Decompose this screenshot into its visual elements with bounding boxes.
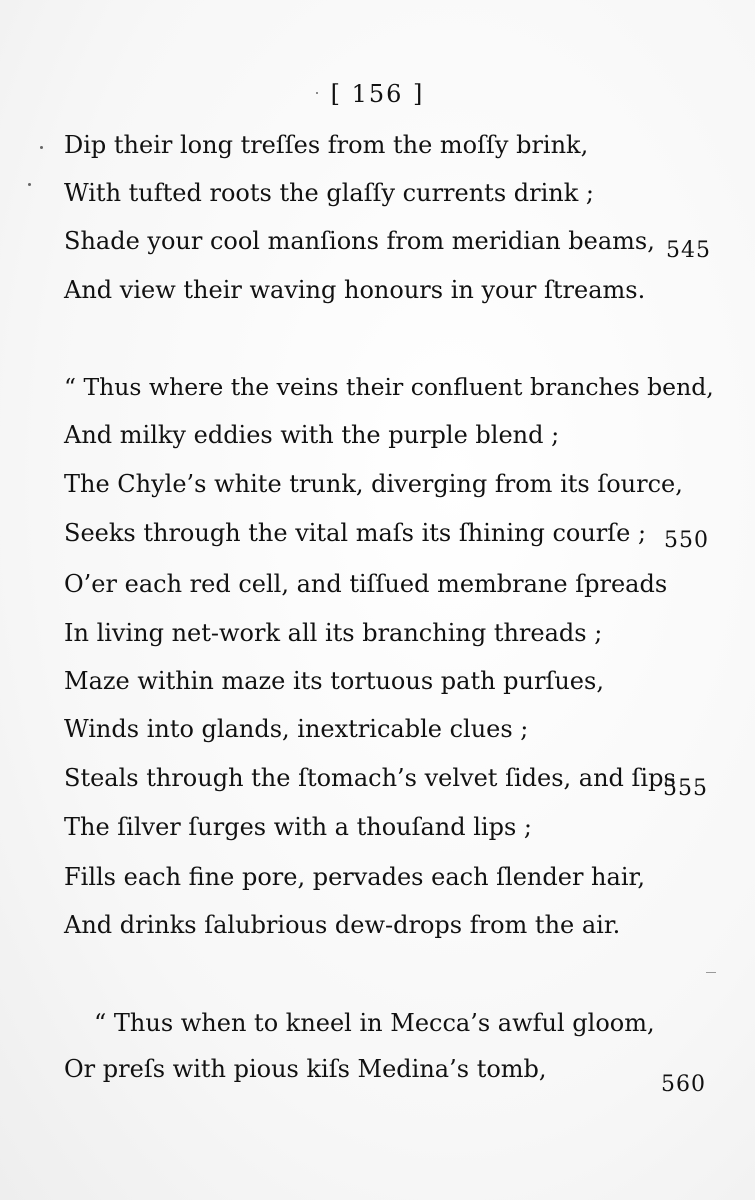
verse-line: In living net-work all its branching threads ; bbox=[64, 619, 603, 647]
verse-line: The Chyle’s white trunk, diverging from its ſource, bbox=[64, 470, 683, 498]
verse-line: Winds into glands, inextricable clues ; bbox=[64, 715, 529, 743]
verse-line: Shade your cool manſions from meridian beams, bbox=[64, 227, 655, 255]
verse-line: Seeks through the vital maſs its ſhining courſe ; bbox=[64, 519, 647, 547]
verse-line: Or preſs with pious kiſs Medina’s tomb, bbox=[64, 1055, 547, 1083]
verse-line: “ Thus when to kneel in Mecca’s awful gloom, bbox=[94, 1009, 655, 1037]
verse-line: The ſilver ſurges with a thouſand lips ; bbox=[64, 813, 532, 841]
line-number: 560 bbox=[661, 1072, 706, 1097]
line-number: 545 bbox=[666, 238, 711, 263]
scan-speck bbox=[316, 92, 318, 94]
scan-speck bbox=[28, 183, 31, 186]
verse-line: And view their waving honours in your ſtreams. bbox=[64, 276, 646, 304]
verse-line: O’er each red cell, and tiſſued membrane ſpreads bbox=[64, 570, 668, 598]
verse-line: And drinks ſalubrious dew-drops from the air. bbox=[64, 911, 621, 939]
scan-speck bbox=[40, 146, 43, 149]
verse-line: Steals through the ſtomach’s velvet ſides, and ſips bbox=[64, 764, 676, 792]
verse-line: Dip their long treſſes from the moſſy brink, bbox=[64, 131, 589, 159]
page-number: [ 156 ] bbox=[330, 80, 425, 108]
scan-mark bbox=[706, 972, 716, 973]
verse-line: Maze within maze its tortuous path purſues, bbox=[64, 667, 604, 695]
verse-line: “ Thus where the veins their confluent branches bend, bbox=[64, 373, 714, 401]
line-number: 555 bbox=[663, 776, 708, 801]
line-number: 550 bbox=[664, 528, 709, 553]
verse-line: And milky eddies with the purple blend ; bbox=[64, 421, 560, 449]
verse-line: Fills each fine pore, pervades each ſlender hair, bbox=[64, 863, 645, 891]
verse-line: With tufted roots the glaſſy currents drink ; bbox=[64, 179, 594, 207]
